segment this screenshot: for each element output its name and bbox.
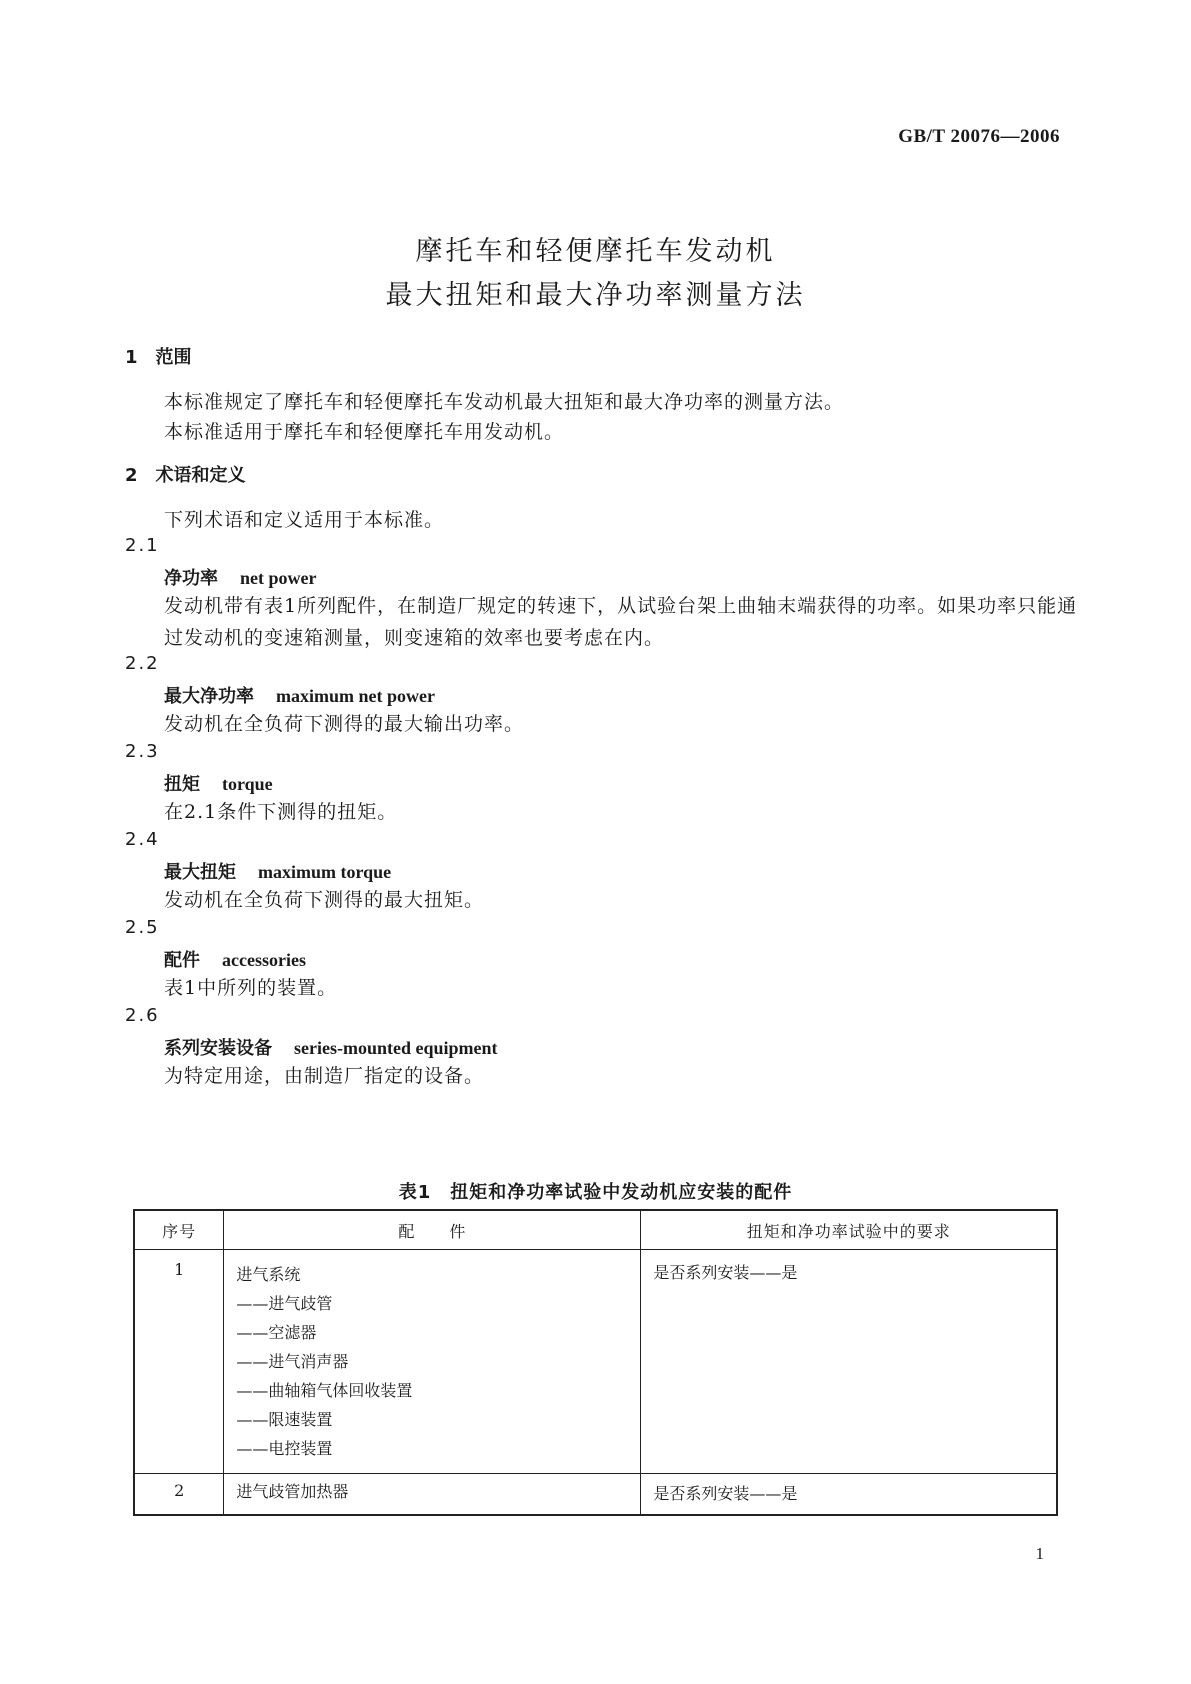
accessory-line: ——空滤器 <box>236 1323 317 1342</box>
cell-requirement: 是否系列安装——是 <box>641 1250 1057 1474</box>
table-row <box>134 1250 1057 1474</box>
standard-code: GB/T 20076—2006 <box>898 126 1060 147</box>
term-title <box>164 858 391 884</box>
term-title <box>164 682 435 708</box>
table-caption: 表1 扭矩和净功率试验中发动机应安装的配件 <box>398 1182 793 1203</box>
term-number: 2.6 <box>125 1005 160 1026</box>
section1-paragraph1: 本标准规定了摩托车和轻便摩托车发动机最大扭矩和最大净功率的测量方法。 <box>164 391 845 413</box>
cell-accessory <box>224 1250 641 1474</box>
accessories-table <box>133 1209 1058 1516</box>
page-number: 1 <box>1035 1544 1044 1563</box>
term-zh: 系列安装设备 <box>164 1038 272 1059</box>
accessory-line: 进气歧管加热器 <box>236 1482 349 1501</box>
term-number: 2.4 <box>125 829 160 850</box>
accessory-line: ——进气消声器 <box>236 1352 349 1371</box>
accessory-line: ——进气歧管 <box>236 1294 333 1313</box>
term-en: accessories <box>222 950 306 970</box>
term-number: 2.5 <box>125 917 160 938</box>
term-en: maximum net power <box>276 686 435 706</box>
term-title <box>164 946 306 972</box>
term-zh: 最大扭矩 <box>164 862 236 883</box>
column-header-seq: 序号 <box>134 1210 224 1250</box>
term-zh: 净功率 <box>164 568 218 589</box>
cell-requirement: 是否系列安装——是 <box>641 1474 1057 1516</box>
term-definition <box>164 590 1084 654</box>
term-definition: 为特定用途，由制造厂指定的设备。 <box>164 1065 485 1087</box>
term-en: torque <box>222 774 273 794</box>
term-title <box>164 770 273 796</box>
term-en: maximum torque <box>258 862 392 882</box>
term-definition: 表1中所列的装置。 <box>164 977 338 999</box>
term-number: 2.2 <box>125 653 160 674</box>
accessory-line: ——限速装置 <box>236 1410 333 1429</box>
section2-heading: 2 术语和定义 <box>125 465 246 486</box>
accessory-line: 进气系统 <box>236 1265 301 1284</box>
term-title <box>164 564 316 590</box>
term-en: net power <box>240 568 317 588</box>
section1-heading: 1 范围 <box>125 347 192 368</box>
term-definition: 发动机在全负荷下测得的最大扭矩。 <box>164 889 485 911</box>
column-header-accessory: 配 件 <box>224 1210 641 1250</box>
term-zh: 最大净功率 <box>164 686 254 707</box>
section1-paragraph2: 本标准适用于摩托车和轻便摩托车用发动机。 <box>164 421 565 443</box>
cell-accessory <box>224 1474 641 1516</box>
term-title <box>164 1034 498 1060</box>
document-title-line1: 摩托车和轻便摩托车发动机 <box>415 236 776 267</box>
table-row <box>134 1474 1057 1516</box>
term-number: 2.3 <box>125 741 160 762</box>
document-title-line2: 最大扭矩和最大净功率测量方法 <box>385 280 806 311</box>
term-number: 2.1 <box>125 535 160 556</box>
term-definition: 发动机在全负荷下测得的最大输出功率。 <box>164 713 525 735</box>
accessory-line: ——曲轴箱气体回收装置 <box>236 1381 413 1400</box>
term-definition: 在2.1条件下测得的扭矩。 <box>164 801 398 823</box>
term-zh: 配件 <box>164 950 200 971</box>
cell-seq: 1 <box>134 1250 224 1474</box>
accessory-line: ——电控装置 <box>236 1439 333 1458</box>
term-zh: 扭矩 <box>164 774 200 795</box>
table-header-row <box>134 1210 1057 1250</box>
section2-intro: 下列术语和定义适用于本标准。 <box>164 509 445 531</box>
cell-seq: 2 <box>134 1474 224 1516</box>
column-header-requirement: 扭矩和净功率试验中的要求 <box>641 1210 1057 1250</box>
term-en: series-mounted equipment <box>294 1038 498 1058</box>
term-definition-text: 发动机带有表1所列配件，在制造厂规定的转速下，从试验台架上曲轴末端获得的功率。如果功率只能通过发动机的变速箱测量，则变速箱的效率也要考虑在内。 <box>164 595 1078 649</box>
